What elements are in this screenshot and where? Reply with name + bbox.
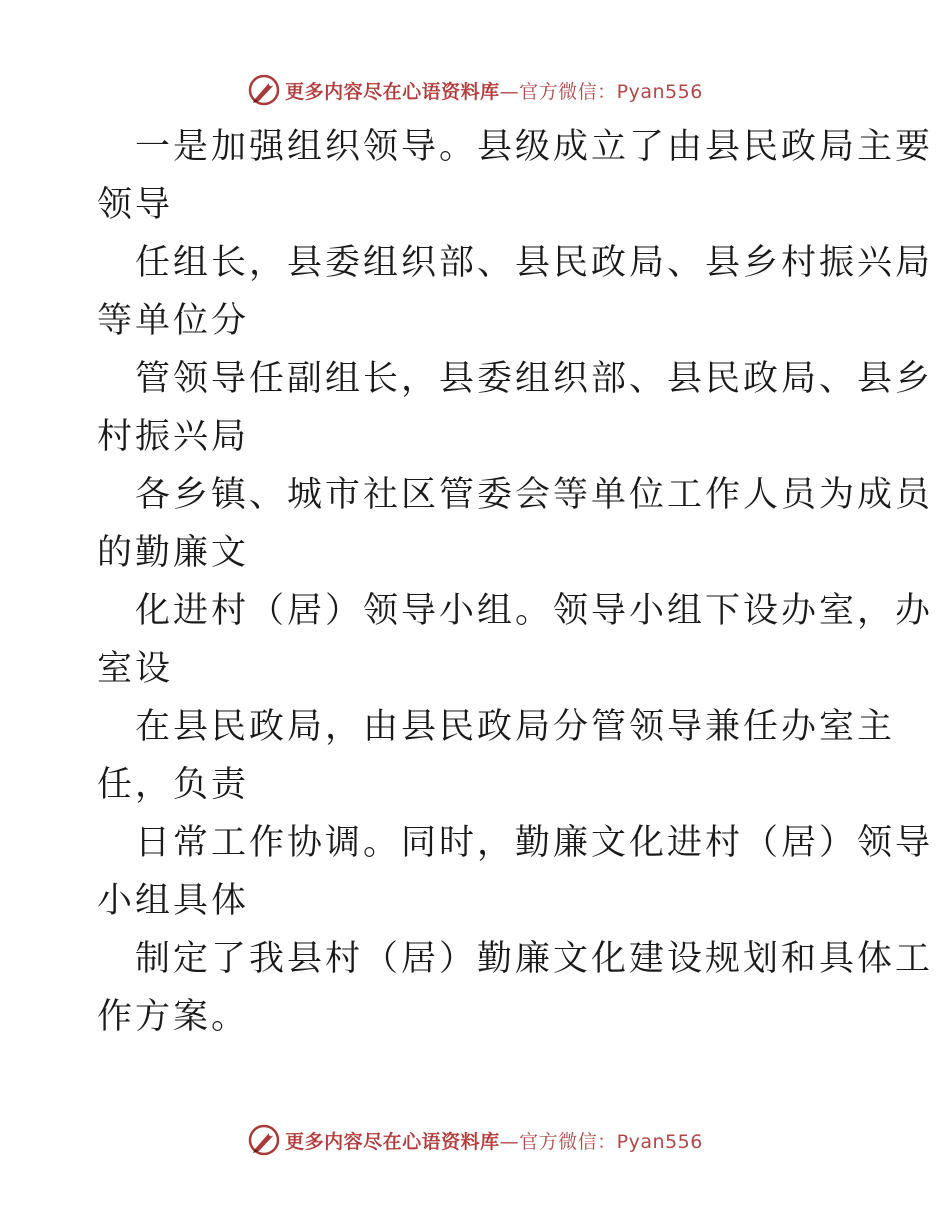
document-body: [97, 118, 934, 1046]
header-banner: [0, 70, 950, 110]
paragraph-line-15: 制定了我县村（居）勤廉文化建设规划和具体工: [135, 939, 934, 979]
paragraph-line-8: 的勤廉文: [97, 533, 250, 573]
footer-banner: [0, 1120, 950, 1160]
header-banner-text: [285, 77, 703, 104]
header-banner-sep: —: [499, 80, 520, 103]
pen-circle-logo-icon: [247, 1123, 281, 1157]
paragraph-line-1: 一是加强组织领导。县级成立了由县民政局主要: [135, 127, 934, 167]
paragraph-line-13: 日常工作协调。同时，勤廉文化进村（居）领导: [135, 823, 934, 863]
paragraph-line-3: 任组长，县委组织部、县民政局、县乡村振兴局: [135, 243, 934, 283]
paragraph-line-14: 小组具体: [97, 881, 250, 921]
paragraph-line-10: 室设: [97, 649, 174, 689]
footer-banner-lead: 更多内容尽在心语资料库: [285, 1130, 500, 1153]
paragraph-line-11: 在县民政局，由县民政局分管领导兼任办室主: [135, 707, 896, 747]
paragraph-line-5: 管领导任副组长，县委组织部、县民政局、县乡: [135, 359, 934, 399]
paragraph-line-9: 化进村（居）领导小组。领导小组下设办室，办: [135, 591, 934, 631]
paragraph-line-2: 领导: [97, 185, 174, 225]
paragraph-line-4: 等单位分: [97, 301, 250, 341]
footer-banner-sep: —: [499, 1130, 520, 1153]
paragraph-line-12: 任，负责: [97, 765, 250, 805]
paragraph-line-6: 村振兴局: [97, 417, 250, 457]
header-banner-wechat: 官方微信：Pyan556: [519, 80, 703, 103]
paragraph-line-16: 作方案。: [97, 997, 250, 1037]
footer-banner-text: [285, 1127, 703, 1154]
paragraph-line-7: 各乡镇、城市社区管委会等单位工作人员为成员: [135, 475, 934, 515]
footer-banner-wechat: 官方微信：Pyan556: [519, 1130, 703, 1153]
header-banner-lead: 更多内容尽在心语资料库: [285, 80, 500, 103]
pen-circle-logo-icon: [247, 73, 281, 107]
